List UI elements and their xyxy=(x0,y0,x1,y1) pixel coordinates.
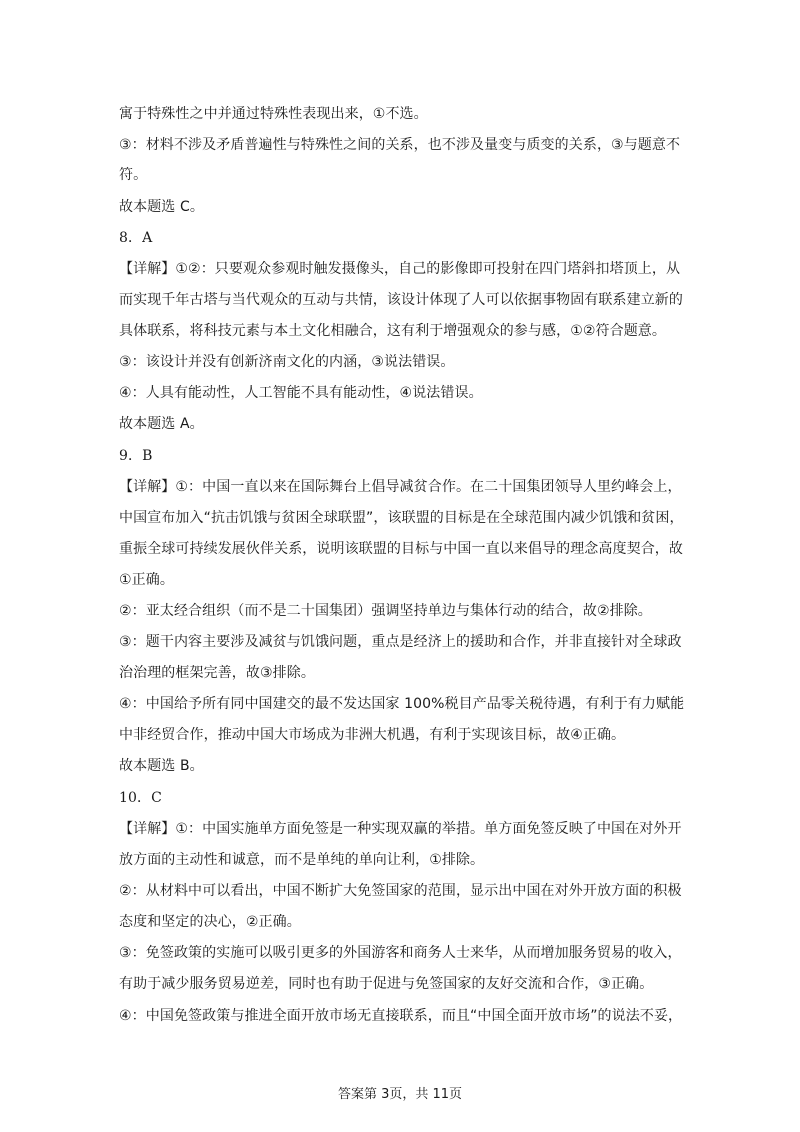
text-line: ④：中国免签政策与推进全面开放市场无直接联系，而且“中国全面开放市场”的说法不妥， xyxy=(119,1008,683,1024)
text-line: 治治理的框架完善，故③排除。 xyxy=(119,665,315,681)
text-line: ③：免签政策的实施可以吸引更多的外国游客和商务人士来华，从而增加服务贸易的收入， xyxy=(119,945,682,961)
text-line: 中国宣布加入“抗击饥饿与贫困全球联盟”，该联盟的目标是在全球范围内减少饥饿和贫困， xyxy=(119,510,684,526)
text-line: 放方面的主动性和诚意，而不是单纯的单向让利，①排除。 xyxy=(119,852,485,868)
page-footer: 答案第 3页，共 11页 xyxy=(337,1087,463,1102)
text-line: 【详解】①：中国一直以来在国际舞台上倡导减贫合作。在二十国集团领导人里约峰会上， xyxy=(119,479,682,495)
text-line: 重振全球可持续发展伙伴关系，说明该联盟的目标与中国一直以来倡导的理念高度契合，故 xyxy=(119,541,683,557)
text-line: ④：中国给予所有同中国建交的最不发达国家 100%税目产品零关税待遇，有利于有力赋能 xyxy=(119,696,685,712)
text-line: ②：亚太经合组织（而不是二十国集团）强调坚持单边与集体行动的结合，故②排除。 xyxy=(119,603,652,619)
text-line: 【详解】①②：只要观众参观时触发摄像头，自己的影像即可投射在四门塔斜扣塔顶上，从 xyxy=(119,261,681,277)
text-line: 态度和坚定的决心，②正确。 xyxy=(119,914,301,930)
text-line: 而实现千年古塔与当代观众的互动与共情，该设计体现了人可以依据事物固有联系建立新的 xyxy=(119,292,683,308)
text-line: ④：人具有能动性，人工智能不具有能动性，④说法错误。 xyxy=(119,385,483,401)
question-number: 8．A xyxy=(119,230,153,246)
text-line: ①正确。 xyxy=(119,572,174,588)
question-number: 9．B xyxy=(119,448,153,464)
text-line: ③：该设计并没有创新济南文化的内涵，③说法错误。 xyxy=(119,354,455,370)
text-line: 故本题选 A。 xyxy=(119,416,204,432)
text-line: 符。 xyxy=(119,167,148,183)
text-line: 【详解】①：中国实施单方面免签是一种实现双赢的举措。单方面免签反映了中国在对外开 xyxy=(119,821,682,837)
text-line: 中非经贸合作，推动中国大市场成为非洲大机遇，有利于实现该目标，故④正确。 xyxy=(119,727,626,743)
question-number: 10．C xyxy=(119,790,162,806)
text-line: 故本题选 B。 xyxy=(119,758,204,774)
text-line: ③：材料不涉及矛盾普遍性与特殊性之间的关系，也不涉及量变与质变的关系，③与题意不 xyxy=(119,137,681,153)
text-line: 具体联系，将科技元素与本土文化相融合，这有利于增强观众的参与感，①②符合题意。 xyxy=(119,323,666,339)
text-line: ②：从材料中可以看出，中国不断扩大免签国家的范围，显示出中国在对外开放方面的积极 xyxy=(119,883,682,899)
text-line: ③：题干内容主要涉及减贫与饥饿问题，重点是经济上的援助和合作，并非直接针对全球政 xyxy=(119,634,682,650)
text-line: 有助于减少服务贸易逆差，同时也有助于促进与免签国家的友好交流和合作，③正确。 xyxy=(119,976,654,992)
text-line: 故本题选 C。 xyxy=(119,199,204,215)
text-line: 寓于特殊性之中并通过特殊性表现出来，①不选。 xyxy=(119,106,428,122)
